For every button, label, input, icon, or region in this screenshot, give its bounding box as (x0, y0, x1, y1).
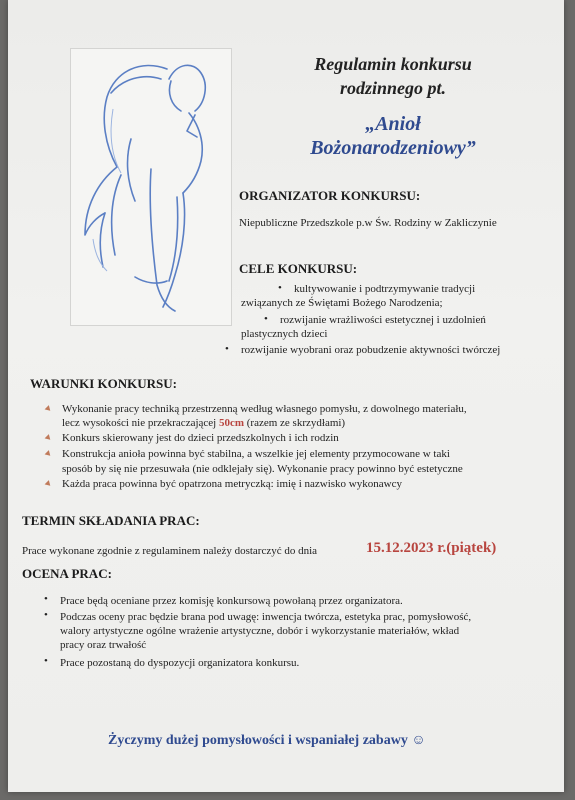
goal-1-line-2: związanych ze Świętami Bożego Narodzenia; (241, 297, 443, 309)
condition-3-line-1: Konstrukcja anioła powinna być stabilna, a wszelkie jej elementy przymocowane w taki (62, 448, 450, 460)
evaluation-bullet: • (44, 655, 48, 667)
title-line-3: „Anioł (365, 113, 421, 135)
evaluation-2-line-2: walory artystyczne ogólne wrażenie artystyczne, dobór i wykorzystanie materiałów, wkład (60, 625, 460, 637)
title-line-2: rodzinnego pt. (339, 78, 447, 98)
goal-3-line-1: rozwijanie wyobrani oraz pobudzenie aktywności twórczej (241, 344, 501, 356)
condition-1-line-1: Wykonanie pracy techniką przestrzenną według własnego pomysłu, z dowolnego materiału, (62, 403, 467, 415)
condition-1-line-2 (62, 416, 345, 430)
evaluation-2-line-1: Podczas oceny prac będzie brana pod uwagę: inwencja twórcza, estetyka prac, pomysłowość, (60, 611, 472, 623)
title-line-4: Bożonarodzeniowy” (310, 137, 476, 159)
condition-3-line-2: sposób by się nie przesuwała (nie odklejały się). Wykonanie pracy powinno być estetyczne (62, 463, 463, 475)
goal-bullet: • (225, 343, 229, 355)
arrow-bullet-icon (45, 450, 53, 458)
poster-paper (8, 0, 564, 792)
angel-icon (71, 49, 231, 325)
angel-illustration (70, 48, 232, 326)
goal-2-line-1: rozwijanie wrażliwości estetycznej i uzdolnień (280, 314, 486, 326)
conditions-heading: WARUNKI KONKURSU: (30, 376, 177, 391)
evaluation-1: Prace będą oceniane przez komisję konkursową powołaną przez organizatora. (60, 595, 403, 607)
deadline-text: Prace wykonane zgodnie z regulaminem należy dostarczyć do dnia (22, 545, 318, 557)
title-highlight (238, 112, 548, 160)
organizer-text: Niepubliczne Przedszkole p.w Św. Rodziny w Zakliczynie (239, 217, 497, 229)
evaluation-bullet: • (44, 609, 48, 621)
deadline-heading: TERMIN SKŁADANIA PRAC: (22, 513, 200, 528)
condition-2: Konkurs skierowany jest do dzieci przedszkolnych i ich rodzin (62, 432, 339, 444)
goals-heading: CELE KONKURSU: (239, 261, 358, 276)
condition-1-text-c: (razem ze skrzydłami) (244, 417, 346, 429)
goal-2-line-2: plastycznych dzieci (241, 328, 328, 340)
goal-bullet: • (264, 313, 268, 325)
deadline-date: 15.12.2023 r.(piątek) (366, 540, 497, 556)
title-block (238, 52, 548, 100)
goal-bullet: • (278, 282, 282, 294)
evaluation-3: Prace pozostaną do dyspozycji organizatora konkursu. (60, 657, 300, 669)
condition-1-text-a: lecz wysokości nie przekraczającej (62, 417, 219, 429)
height-limit: 50cm (218, 417, 245, 429)
closing-wishes: Życzymy dużej pomysłowości i wspaniałej zabawy ☺ (108, 733, 426, 748)
arrow-bullet-icon (45, 434, 53, 442)
evaluation-heading: OCENA PRAC: (22, 566, 112, 581)
organizer-heading: ORGANIZATOR KONKURSU: (239, 188, 421, 203)
condition-4: Każda praca powinna być opatrzona metryczką: imię i nazwisko wykonawcy (62, 478, 402, 490)
evaluation-2-line-3: pracy oraz trwałość (60, 639, 147, 651)
arrow-bullet-icon (45, 405, 53, 413)
arrow-bullet-icon (45, 480, 53, 488)
evaluation-bullet: • (44, 593, 48, 605)
goal-1-line-1: kultywowanie i podtrzymywanie tradycji (294, 283, 476, 295)
title-line-1: Regulamin konkursu (314, 54, 472, 74)
